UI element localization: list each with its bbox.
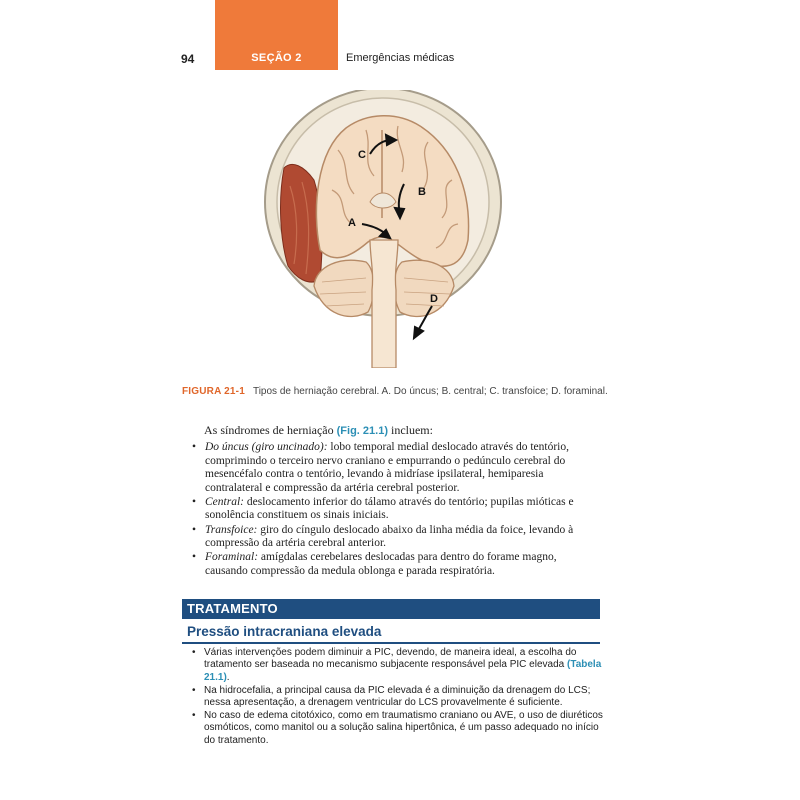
figure-caption-text: Tipos de herniação cerebral. A. Do úncus; B. central; C. transfoice; D. foraminal. — [252, 386, 608, 397]
figure-reference-link[interactable]: (Fig. 21.1) — [336, 425, 388, 437]
subsection-divider — [182, 642, 600, 644]
list-item: • Central: deslocamento inferior do tálamo através do tentório; pupilas mióticas e sonolência constituem os sinais iniciais. — [190, 496, 602, 523]
table-reference-link[interactable]: (Tabela 21.1) — [204, 659, 602, 683]
subsection-heading: Pressão intracraniana elevada — [187, 624, 382, 639]
herniation-list — [190, 441, 602, 579]
section-label: SEÇÃO 2 — [251, 52, 302, 64]
list-item: • Na hidrocefalia, a principal causa da PIC elevada é a diminuição da drenagem do LCS; nessa apresentação, a drenagem ventricular do LCS provavelmente é suficiente. — [190, 685, 605, 710]
figure-label-a: A — [348, 217, 356, 229]
list-item: • Várias intervenções podem diminuir a PIC, devendo, de maneira ideal, a escolha do tratamento ser baseada no mecanismo subjacente responsável pela PIC elevada (Tabela 21.1). — [190, 647, 605, 684]
list-item: • Foraminal: amígdalas cerebelares deslocadas para dentro do forame magno, causando compressão da medula oblonga e parada respiratória. — [190, 551, 602, 578]
intro-paragraph: As síndromes de herniação (Fig. 21.1) incluem: — [204, 423, 433, 437]
figure-label-d: D — [430, 293, 438, 305]
chapter-title: Emergências médicas — [346, 52, 455, 64]
treatment-list — [190, 647, 605, 748]
figure-caption-label: FIGURA 21-1 — [182, 386, 245, 397]
section-heading: TRATAMENTO — [187, 601, 278, 616]
cerebellum-right — [394, 260, 454, 316]
figure-label-b: B — [418, 186, 426, 198]
cerebellum-left — [314, 260, 374, 316]
figure-caption — [182, 386, 608, 397]
list-item: • Do úncus (giro uncinado): lobo temporal medial deslocado através do tentório, comprimindo o terceiro nervo craniano e empurrando o pedúnculo cerebral do mesencéfalo contra o tentório, levando à midríase ipsilateral, hemiparesia contralateral e compressão da artéria cerebral posterior. — [190, 441, 602, 495]
list-item: • Transfoice: giro do cíngulo deslocado abaixo da linha média da foice, levando à compressão da artéria cerebral anterior. — [190, 524, 602, 551]
list-item: • No caso de edema citotóxico, como em traumatismo craniano ou AVE, o uso de diuréticos osmóticos, como manitol ou a solução salina hipertônica, é um passo adequado no início do tratamento. — [190, 710, 605, 747]
brain-herniation-figure — [258, 90, 508, 368]
figure-label-c: C — [358, 149, 366, 161]
brainstem — [370, 240, 398, 368]
page-number: 94 — [181, 52, 195, 66]
